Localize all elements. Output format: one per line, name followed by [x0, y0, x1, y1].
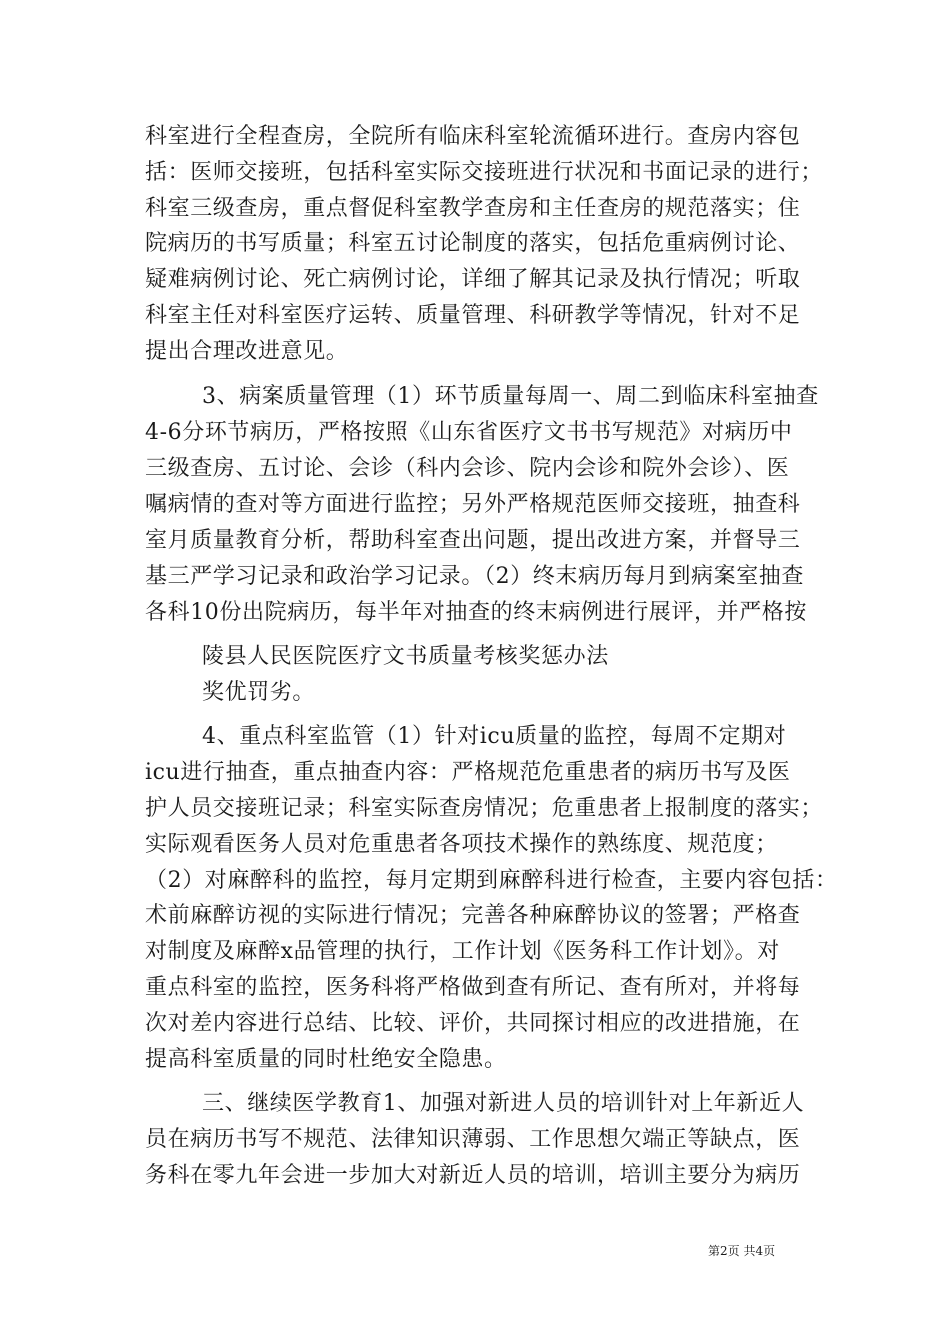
text-line: 提出合理改进意见。	[145, 339, 349, 364]
text-line: 护人员交接班记录；科室实际查房情况；危重患者上报制度的落实；	[145, 796, 824, 821]
text-line: 科室主任对科室医疗运转、质量管理、科研教学等情况，针对不足	[145, 303, 801, 328]
text-line: 术前麻醉访视的实际进行情况；完善各种麻醉协议的签署；严格查	[145, 903, 801, 928]
text-line: 三、继续医学教育1、加强对新进人员的培训针对上年新近人	[202, 1091, 805, 1116]
text-line: 员在病历书写不规范、法律知识薄弱、工作思想欠端正等缺点，医	[145, 1127, 801, 1152]
text-line: 陵县人民医院医疗文书质量考核奖惩办法	[202, 644, 609, 669]
text-line: 室月质量教育分析，帮助科室查出问题，提出改进方案，并督导三	[145, 528, 801, 553]
text-line: 疑难病例讨论、死亡病例讨论，详细了解其记录及执行情况；听取	[145, 267, 801, 292]
text-line: 4、重点科室监管（1）针对icu质量的监控，每周不定期对	[202, 724, 787, 749]
page-number: 第2页 共4页	[708, 1244, 776, 1258]
text-line: 重点科室的监控，医务科将严格做到查有所记、查有所对，并将每	[145, 975, 801, 1000]
text-line: 科室进行全程查房，全院所有临床科室轮流循环进行。查房内容包	[145, 124, 801, 149]
text-line: 次对差内容进行总结、比较、评价，共同探讨相应的改进措施，在	[145, 1011, 801, 1036]
text-line: 实际观看医务人员对危重患者各项技术操作的熟练度、规范度；	[145, 832, 778, 857]
text-line: 奖优罚劣。	[202, 680, 316, 705]
text-line: 嘱病情的查对等方面进行监控；另外严格规范医师交接班，抽查科	[145, 492, 801, 517]
text-line: 基三严学习记录和政治学习记录。（2）终末病历每月到病案室抽查	[145, 564, 804, 589]
text-line: 三级查房、五讨论、会诊（科内会诊、院内会诊和院外会诊）、医	[145, 456, 790, 481]
text-line: 提高科室质量的同时杜绝安全隐患。	[145, 1047, 507, 1072]
text-line: 院病历的书写质量；科室五讨论制度的落实，包括危重病例讨论、	[145, 231, 801, 256]
text-line: icu进行抽查，重点抽查内容：严格规范危重患者的病历书写及医	[145, 760, 791, 785]
text-line: （2）对麻醉科的监控，每月定期到麻醉科进行检查，主要内容包括：	[145, 868, 838, 893]
text-line: 括：医师交接班，包括科室实际交接班进行状况和书面记录的进行；	[145, 160, 824, 185]
text-line: 对制度及麻醉x品管理的执行，工作计划《医务科工作计划》。对	[145, 939, 780, 964]
text-line: 3、病案质量管理（1）环节质量每周一、周二到临床科室抽查	[202, 384, 819, 409]
text-line: 各科10份出院病历，每半年对抽查的终末病例进行展评，并严格按	[145, 600, 807, 625]
text-line: 务科在零九年会进一步加大对新近人员的培训，培训主要分为病历	[145, 1163, 801, 1188]
text-line: 科室三级查房，重点督促科室教学查房和主任查房的规范落实；住	[145, 196, 801, 221]
text-line: 4-6分环节病历，严格按照《山东省医疗文书书写规范》对病历中	[145, 420, 793, 445]
